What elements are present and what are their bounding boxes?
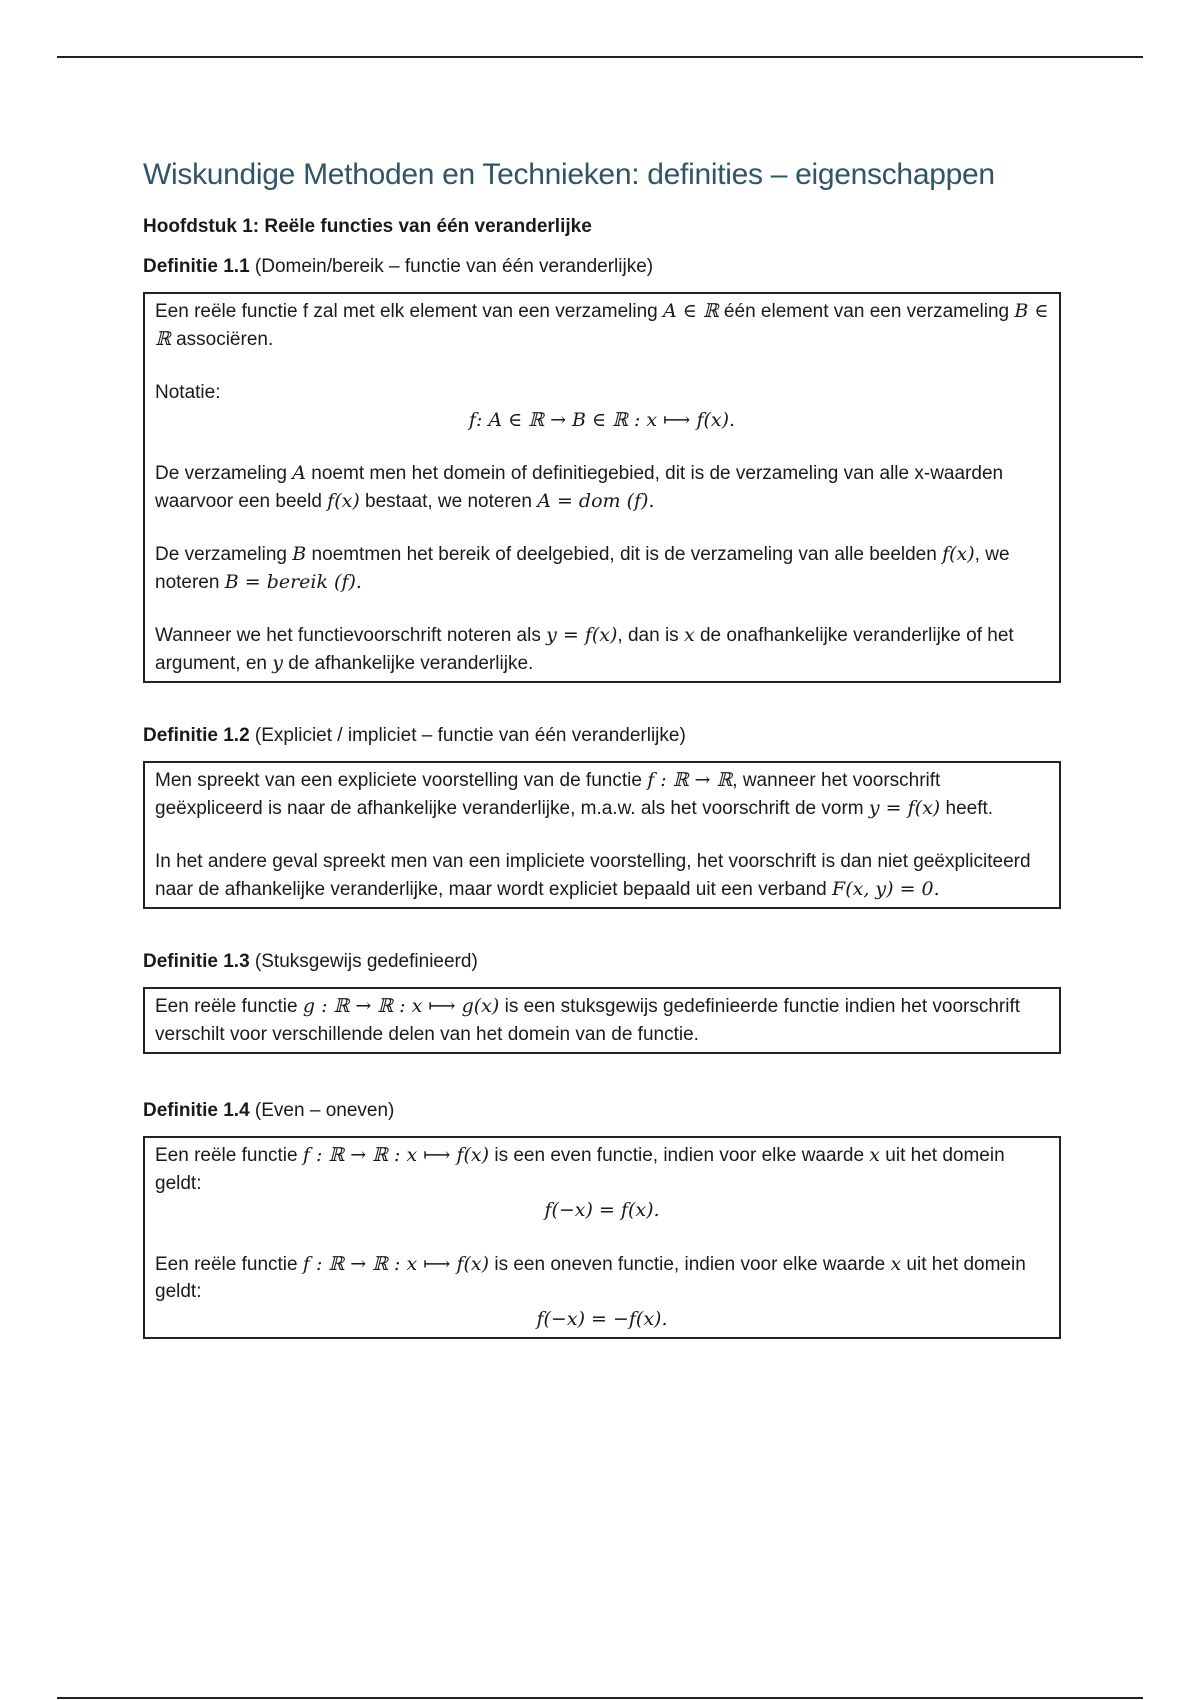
math-expression: B ∈ ℝ <box>155 300 1049 350</box>
text: Een reële functie <box>155 1145 303 1166</box>
text: associëren. <box>170 328 274 350</box>
even-formula: f(−x) = f(x). <box>544 1199 660 1221</box>
definition-subtitle: (Stuksgewijs gedefinieerd) <box>249 951 478 972</box>
text: heeft. <box>940 797 994 819</box>
footer-rule <box>57 1697 1143 1699</box>
math-expression: A = dom (f). <box>537 489 655 512</box>
math-expression: x <box>683 624 695 646</box>
document-body <box>143 158 1063 1339</box>
definition-heading-1-2 <box>143 725 1063 747</box>
text: De verzameling <box>155 544 293 565</box>
math-expression: F(x, y) = 0. <box>832 877 940 900</box>
math-expression: B = bereik (f). <box>224 570 362 593</box>
text: noemtmen het bereik of deelgebied, dit is de verzameling van alle beelden <box>306 544 943 565</box>
definition-label: Definitie 1.4 <box>143 1100 250 1121</box>
text: Een reële functie <box>155 1253 303 1275</box>
math-expression: f(x) <box>942 543 975 565</box>
math-expression: f : ℝ → ℝ : x ⟼ f(x) <box>302 1252 490 1275</box>
notation-label: Notatie: <box>155 382 221 403</box>
definition-box-1-2 <box>143 761 1061 909</box>
math-expression: y = f(x) <box>868 796 941 819</box>
definition-paragraph <box>155 848 1049 903</box>
notation-formula: f: A ∈ ℝ → B ∈ ℝ : x ⟼ f(x). <box>468 408 736 431</box>
definition-paragraph <box>155 541 1049 596</box>
text: de afhankelijke veranderlijke. <box>282 652 534 674</box>
text: de onafhankelijke veranderlijke of het argument, en <box>155 625 1014 674</box>
text: , we noteren <box>155 544 1010 593</box>
definition-heading-1-3 <box>143 951 1063 973</box>
definition-subtitle: (Domein/bereik – functie van één veranderlijke) <box>249 256 654 277</box>
definition-box-1-4 <box>143 1136 1061 1339</box>
text: De verzameling <box>155 463 293 484</box>
text: Wanneer we het functievoorschrift noteren als <box>155 625 547 646</box>
math-expression: f : ℝ → ℝ <box>647 769 733 791</box>
header-rule <box>57 56 1143 58</box>
math-expression: x <box>890 1252 902 1275</box>
chapter-heading: Hoofdstuk 1: Reële functies van één veranderlijke <box>143 216 592 237</box>
definition-label: Definitie 1.3 <box>143 951 250 972</box>
definition-box-1-1 <box>143 292 1061 683</box>
math-expression: y <box>272 651 283 674</box>
math-expression: y = f(x) <box>546 624 618 646</box>
math-expression: g : ℝ → ℝ : x ⟼ g(x) <box>302 995 500 1017</box>
text: is een oneven functie, indien voor elke waarde <box>489 1253 891 1275</box>
definition-heading-1-1 <box>143 256 1063 278</box>
odd-formula: f(−x) = −f(x). <box>536 1307 668 1330</box>
math-expression: x <box>869 1144 881 1166</box>
definition-label: Definitie 1.2 <box>143 725 250 746</box>
definition-box-1-3 <box>143 987 1061 1054</box>
text: noemt men het domein of definitiegebied, dit is de verzameling van alle x-waarden waarvoor een beeld <box>155 463 1004 512</box>
math-expression: f(x) <box>327 489 360 512</box>
math-expression: B <box>292 543 307 565</box>
text: Men spreekt van een expliciete voorstelling van de functie <box>155 770 648 791</box>
text: Een reële functie f zal met elk element van een verzameling <box>155 301 663 322</box>
definition-paragraph <box>155 1142 1049 1197</box>
definition-paragraph <box>155 298 1049 353</box>
definition-subtitle: (Even – oneven) <box>249 1100 395 1121</box>
text: uit het domein geldt: <box>155 1145 1005 1194</box>
definition-paragraph <box>155 622 1049 677</box>
definition-paragraph <box>155 1251 1049 1306</box>
definition-label: Definitie 1.1 <box>143 256 250 277</box>
math-expression: A <box>292 462 307 484</box>
definition-subtitle: (Expliciet / impliciet – functie van één veranderlijke) <box>249 725 686 746</box>
definition-paragraph <box>155 993 1049 1048</box>
text: , wanneer het voorschrift geëxpliceerd is naar de afhankelijke veranderlijke, m.a.w. als het voorschrift de vorm <box>155 770 941 819</box>
definition-paragraph <box>155 460 1049 515</box>
text: Een reële functie <box>155 996 303 1017</box>
text: , dan is <box>617 625 684 646</box>
text: bestaat, we noteren <box>359 490 538 512</box>
text: uit het domein geldt: <box>155 1253 1026 1302</box>
text: één element van een verzameling <box>718 301 1015 322</box>
text: is een stuksgewijs gedefinieerde functie indien het voorschrift verschilt voor verschillende delen van het domein van de functie. <box>155 996 1021 1045</box>
math-expression: f : ℝ → ℝ : x ⟼ f(x) <box>302 1144 490 1166</box>
text: is een even functie, indien voor elke waarde <box>489 1145 870 1166</box>
text: In het andere geval spreekt men van een impliciete voorstelling, het voorschrift is dan niet geëxpliciteerd naar de afhankelijke veranderlijke, maar wordt expliciet bepaald uit een verband <box>155 851 1031 900</box>
math-expression: A ∈ ℝ <box>663 300 719 322</box>
definition-paragraph <box>155 767 1049 822</box>
definition-heading-1-4 <box>143 1100 1063 1122</box>
document-title: Wiskundige Methoden en Technieken: definities – eigenschappen <box>143 158 995 191</box>
